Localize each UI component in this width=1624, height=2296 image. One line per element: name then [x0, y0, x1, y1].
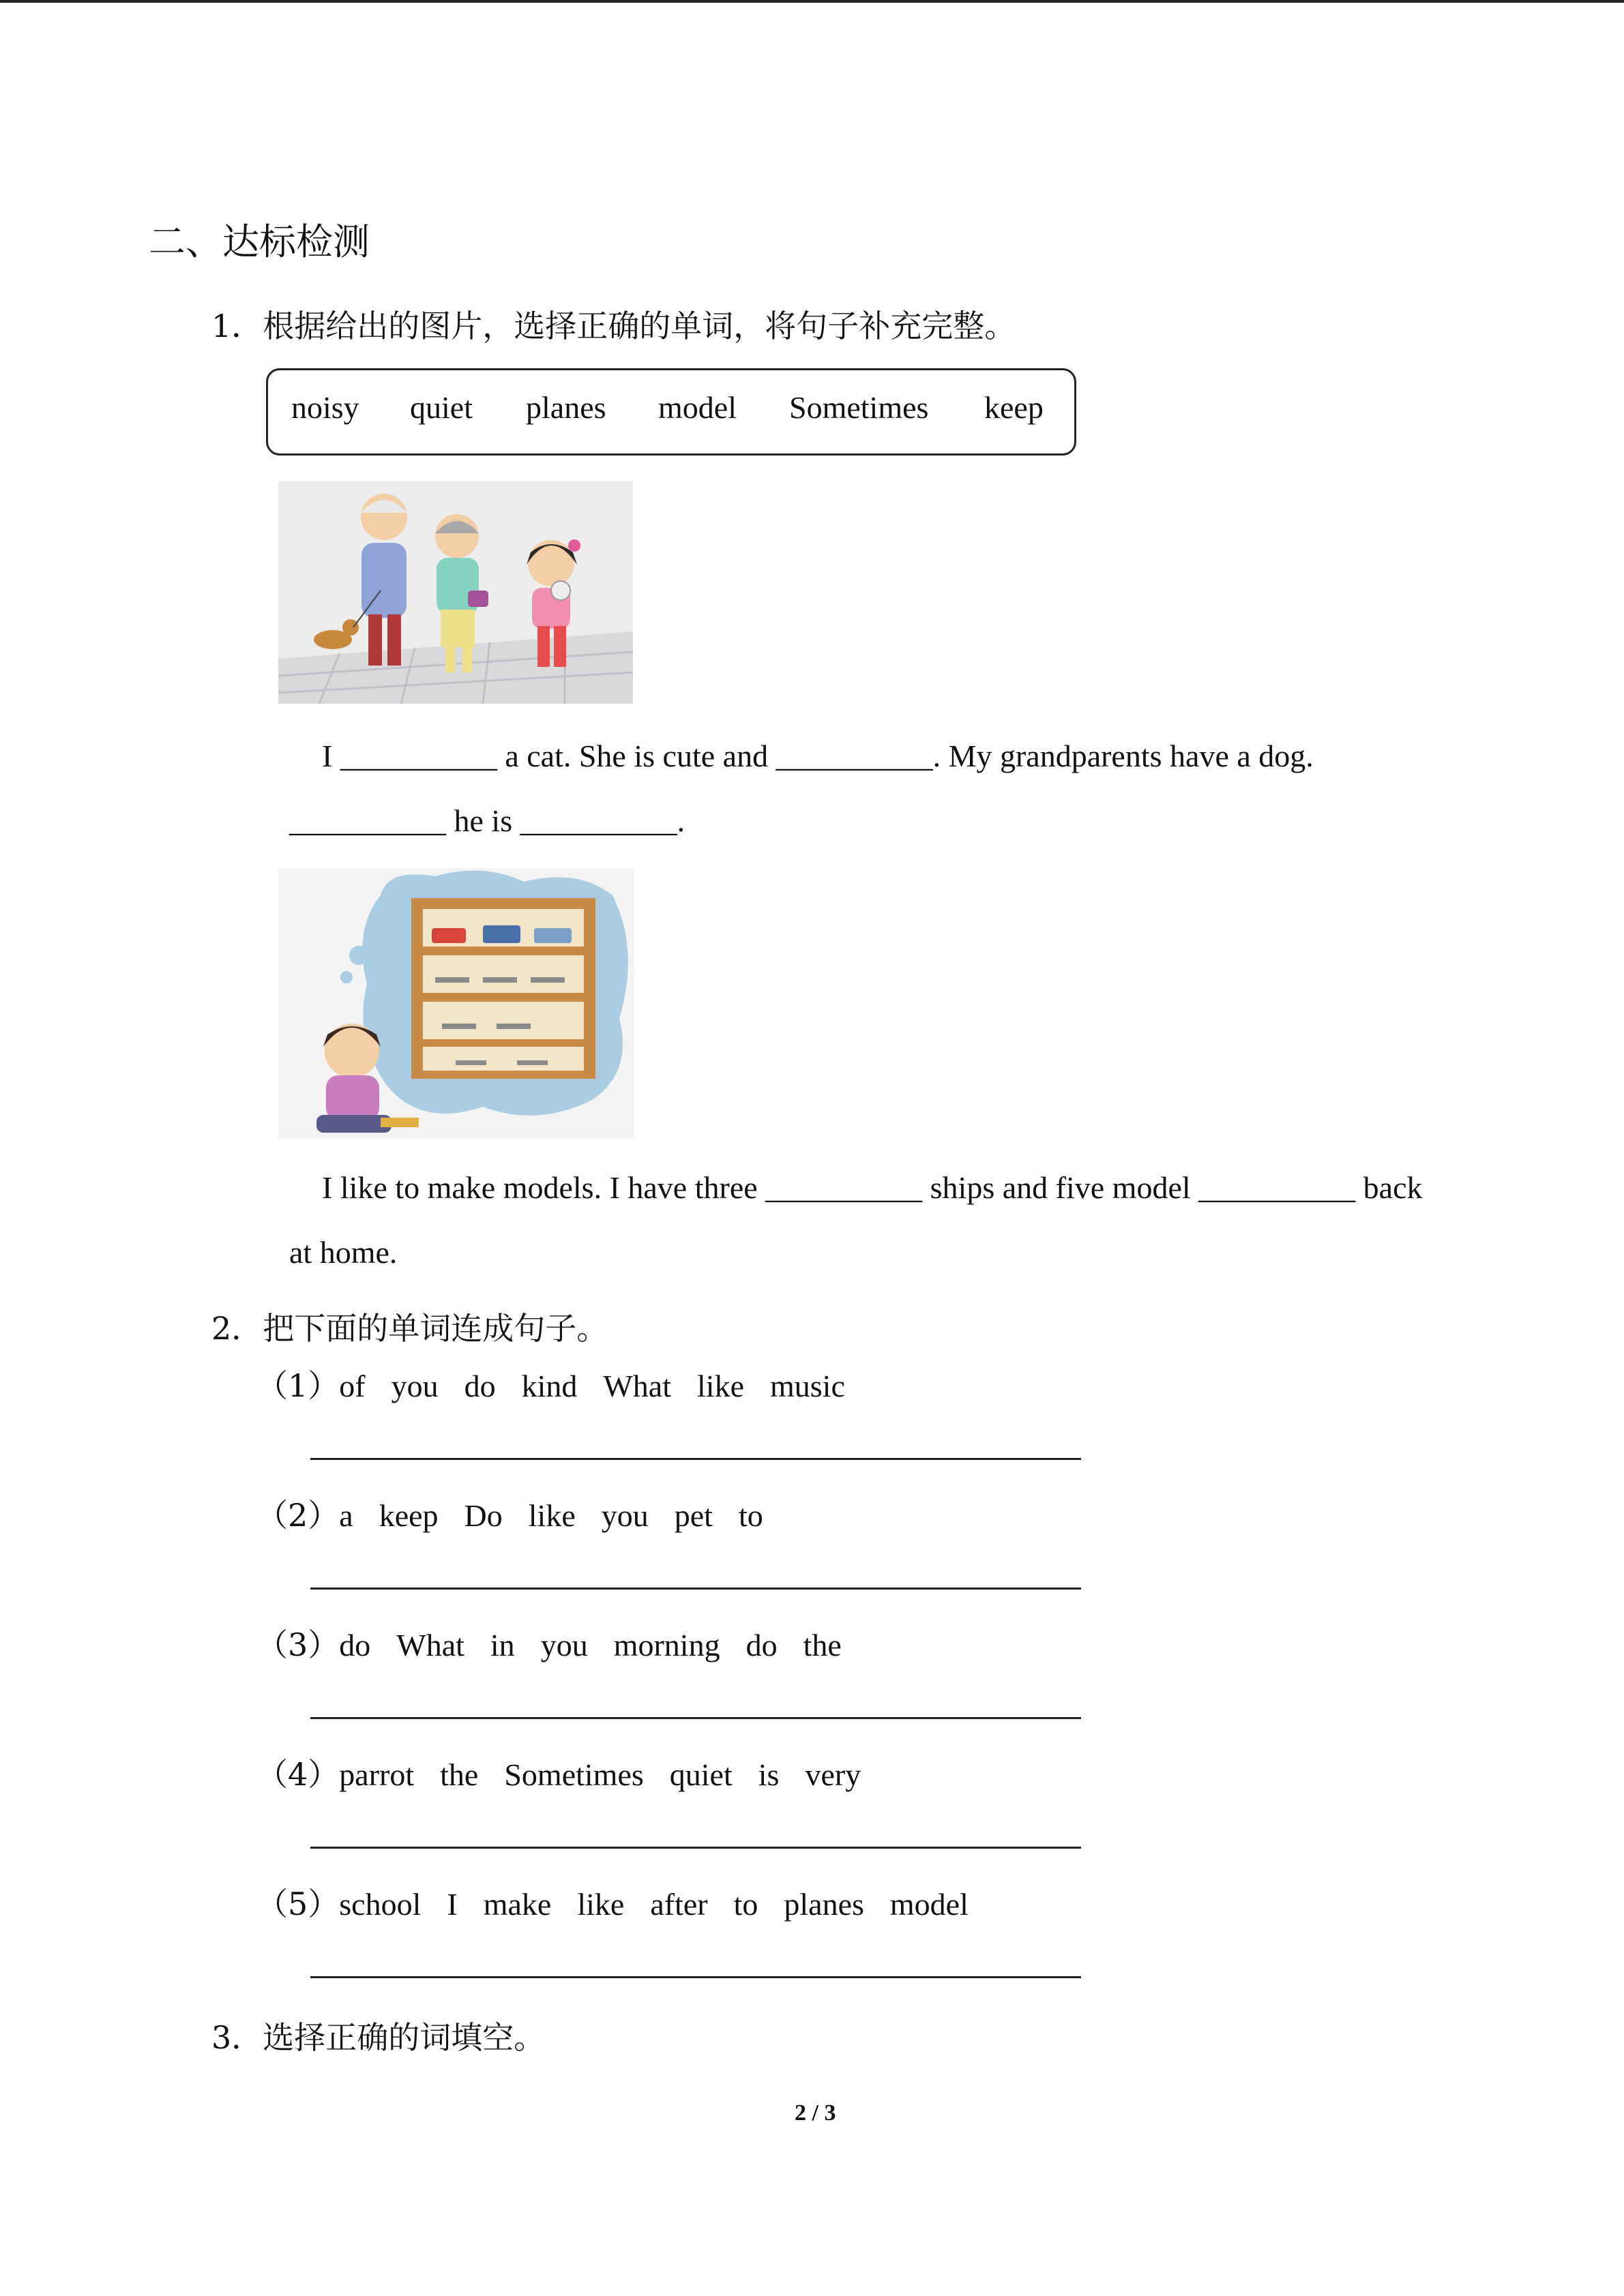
answer-line-4[interactable]: [310, 1847, 1081, 1849]
item-number: （2）: [256, 1497, 340, 1534]
scrambled-word: you: [601, 1498, 649, 1533]
answer-line-3[interactable]: [310, 1717, 1081, 1719]
scrambled-word: you: [391, 1369, 439, 1403]
scrambled-word: do: [339, 1628, 371, 1663]
item-number: （5）: [256, 1885, 340, 1922]
scrambled-word: What: [396, 1628, 464, 1663]
question-2-title: 2．把下面的单词连成句子。: [211, 1310, 608, 1347]
scrambled-word: the: [803, 1628, 842, 1663]
scrambled-word: very: [805, 1757, 861, 1792]
word-bank-item: noisy: [291, 390, 359, 425]
top-border: [0, 0, 1624, 3]
scrambled-word: model: [889, 1887, 969, 1922]
scrambled-word: is: [758, 1757, 780, 1792]
answer-line-1[interactable]: [310, 1458, 1081, 1460]
answer-line-5[interactable]: [310, 1976, 1081, 1978]
scrambled-word: school: [339, 1887, 422, 1922]
word-bank-item: keep: [984, 390, 1044, 425]
scrambled-word: to: [738, 1498, 763, 1533]
scrambled-word: keep: [379, 1498, 439, 1533]
scrambled-word: Do: [464, 1498, 503, 1533]
scrambled-word: make: [483, 1887, 552, 1922]
word-bank: [266, 368, 1076, 456]
scrambled-word: like: [697, 1369, 744, 1403]
scrambled-word: of: [339, 1369, 366, 1403]
scrambled-word: quiet: [669, 1757, 733, 1792]
scrambled-word: the: [440, 1757, 479, 1792]
question-1-title: 1．根据给出的图片，选择正确的单词，将句子补充完整。: [211, 308, 1016, 344]
item-number: （3）: [256, 1626, 340, 1663]
scrambled-word: What: [603, 1369, 672, 1403]
scrambled-word: parrot: [339, 1757, 415, 1792]
scrambled-word: a: [339, 1498, 353, 1533]
scrambled-word: music: [770, 1369, 845, 1403]
scrambled-word: you: [540, 1628, 588, 1663]
scrambled-word: pet: [674, 1498, 713, 1533]
q2-item-3: [256, 1620, 868, 1665]
q1-sentence-line-2: __________ he is __________.: [289, 803, 685, 838]
scrambled-word: kind: [521, 1369, 578, 1403]
scrambled-word: like: [577, 1887, 625, 1922]
q2-item-2: [256, 1491, 789, 1536]
question-3-title: 3．选择正确的词填空。: [211, 2019, 546, 2056]
model-shelf-illustration: [278, 868, 634, 1139]
scrambled-word: Sometimes: [504, 1757, 644, 1792]
q1-sentence-line-4: at home.: [289, 1235, 398, 1270]
page-number: 2 / 3: [795, 2100, 836, 2126]
q1-sentence-line-1: I __________ a cat. She is cute and __________. My grandparents have a dog.: [322, 739, 1314, 773]
family-walking-illustration: [278, 481, 633, 704]
scrambled-word: to: [733, 1887, 758, 1922]
section-title: 二、达标检测: [149, 220, 370, 263]
scrambled-word: after: [650, 1887, 708, 1922]
scrambled-word: do: [745, 1628, 778, 1663]
word-bank-item: planes: [526, 390, 606, 425]
scrambled-word: planes: [784, 1887, 864, 1922]
q2-item-4: [256, 1750, 887, 1795]
q2-item-1: [256, 1361, 871, 1406]
word-bank-item: model: [658, 390, 737, 425]
q1-sentence-line-3: I like to make models. I have three __________ ships and five model __________ back: [322, 1170, 1423, 1205]
item-number: （4）: [256, 1756, 340, 1793]
answer-line-2[interactable]: [310, 1587, 1081, 1590]
scrambled-word: I: [447, 1887, 458, 1922]
scrambled-word: morning: [613, 1628, 720, 1663]
scrambled-word: like: [528, 1498, 576, 1533]
scrambled-word: in: [490, 1628, 515, 1663]
item-number: （1）: [256, 1367, 340, 1404]
scrambled-word: do: [464, 1369, 496, 1403]
word-bank-item: quiet: [410, 390, 473, 425]
word-bank-item: Sometimes: [789, 390, 929, 425]
q2-item-5: [256, 1879, 994, 1924]
